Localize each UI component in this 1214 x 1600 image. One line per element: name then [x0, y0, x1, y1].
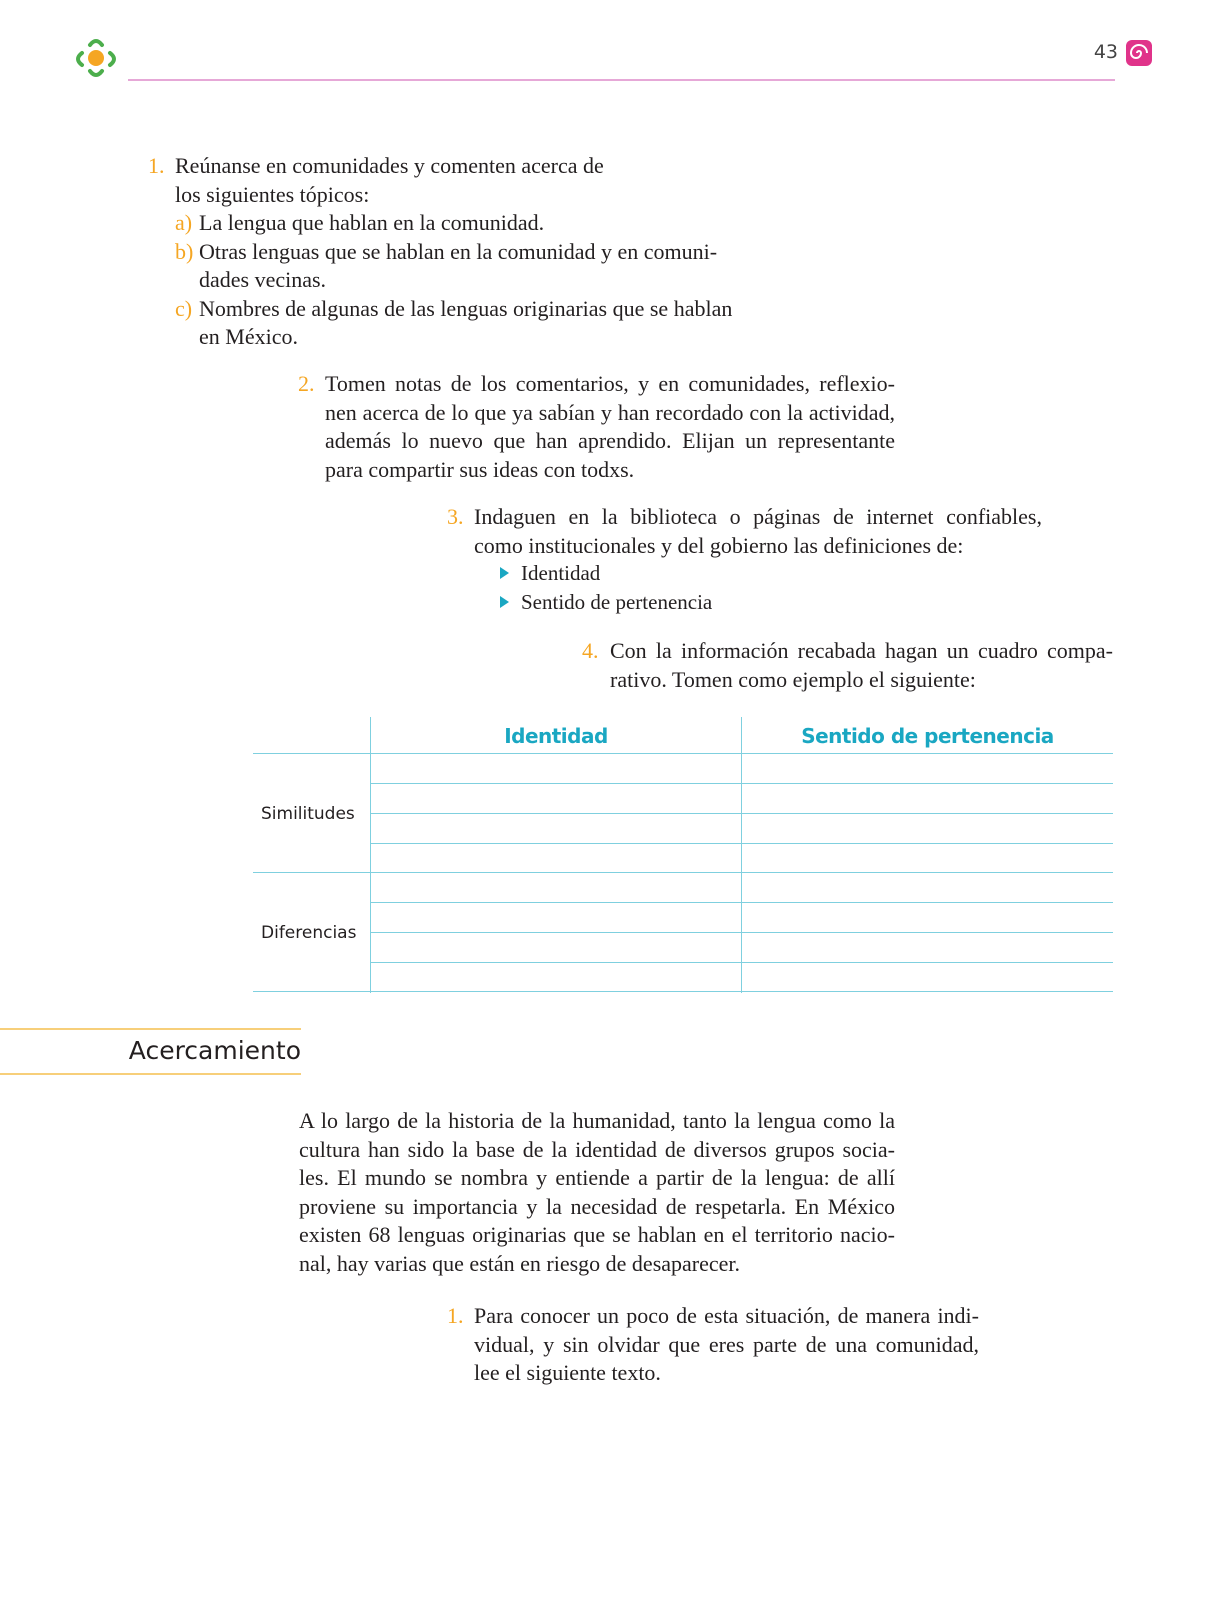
section-paragraph: A lo largo de la historia de la humanidad, tanto la lengua como la cultura han sido la base de la identidad de diversos grupos socia- les. El mundo se nombra y entiende a partir de la lengua: de allí proviene su importancia y la necesidad de respetarla. En México existen 68 lenguas originarias que se hablan en el territorio nacio- nal, hay varias que están en riesgo de desaparecer. — [299, 1108, 895, 1276]
bullet-triangle-icon — [500, 567, 509, 579]
table-hline — [253, 872, 1113, 873]
subitem-a: a) La lengua que hablan en la comunidad. — [175, 210, 545, 235]
table-hline — [370, 932, 1113, 933]
section-rule-bottom — [0, 1073, 301, 1075]
row-label-diferencias: Diferencias — [261, 923, 357, 943]
bullet-triangle-icon — [500, 596, 509, 608]
column-header-identidad: Identidad — [504, 724, 608, 748]
activity-1-subitems — [175, 209, 732, 352]
bullet-sentido: Sentido de pertenencia — [500, 588, 712, 617]
section-rule-top — [0, 1028, 301, 1030]
section-activity-1-number: 1. — [447, 1303, 464, 1328]
table-hline — [253, 753, 1113, 754]
column-header-sentido: Sentido de pertenencia — [801, 724, 1054, 748]
spiral-ornament-icon — [1124, 38, 1154, 68]
activity-1-number: 1. — [148, 153, 165, 178]
table-hline — [370, 843, 1113, 844]
activity-2-number: 2. — [298, 371, 315, 396]
subitem-b: b) Otras lenguas que se hablan en la comunidad y en comuni- dades vecinas. — [175, 238, 718, 292]
table-hline — [370, 962, 1113, 963]
activity-4-text: Con la información recabada hagan un cuadro compa- rativo. Tomen como ejemplo el siguiente: — [610, 638, 1113, 692]
activity-4-number: 4. — [582, 638, 599, 663]
activity-3-bullets — [500, 559, 712, 616]
book-logo-icon — [72, 33, 122, 83]
page-number: 43 — [1093, 41, 1118, 63]
activity-3-text: Indaguen en la biblioteca o páginas de internet confiables, como institucionales y del gobierno las definiciones de: — [474, 504, 1042, 558]
activity-2-text: Tomen notas de los comentarios, y en comunidades, reflexio- nen acerca de lo que ya sabían y han recordado con la actividad, además lo nuevo que han aprendido. Elijan un representante para compartir sus ideas con todxs. — [325, 371, 895, 482]
table-hline — [370, 783, 1113, 784]
table-hline — [253, 991, 1113, 992]
section-title: Acercamiento — [128, 1036, 301, 1065]
header-rule — [128, 79, 1115, 81]
activity-1-text: Reúnanse en comunidades y comenten acerca de los siguientes tópicos: — [175, 153, 604, 207]
section-activity-1-text: Para conocer un poco de esta situación, de manera indi- vidual, y sin olvidar que eres parte de una comunidad, lee el siguiente texto. — [474, 1303, 979, 1385]
table-vline — [370, 717, 371, 993]
bullet-identidad: Identidad — [500, 559, 712, 588]
subitem-c: c) Nombres de algunas de las lenguas originarias que se hablan en México. — [175, 295, 733, 349]
comparison-table — [253, 717, 1113, 993]
table-hline — [370, 813, 1113, 814]
row-label-similitudes: Similitudes — [261, 804, 355, 824]
activity-3-number: 3. — [447, 504, 464, 529]
table-vline — [741, 717, 742, 993]
table-hline — [370, 902, 1113, 903]
